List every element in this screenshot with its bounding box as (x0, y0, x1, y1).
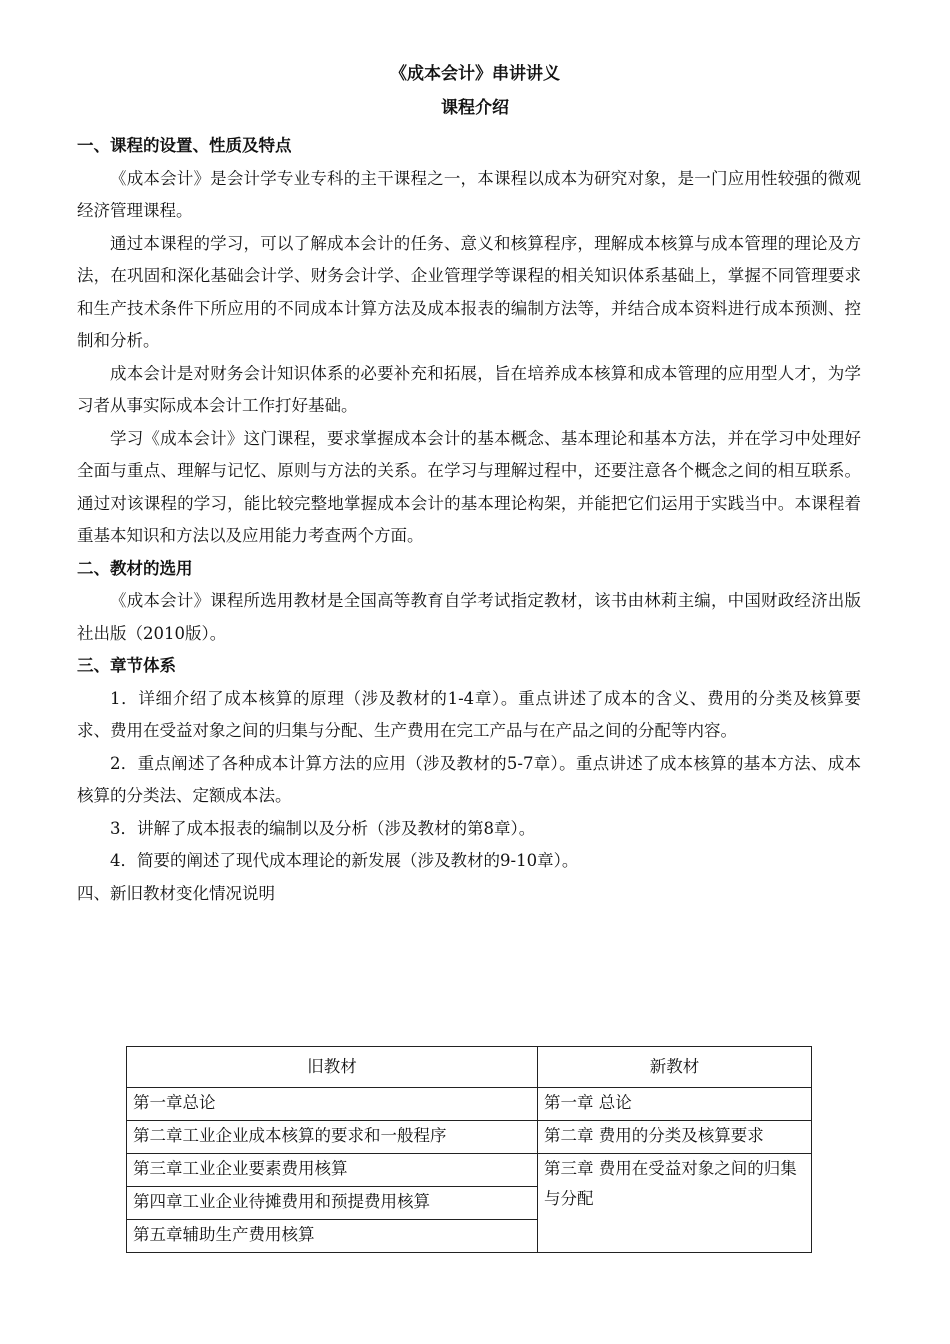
document-subtitle: 课程介绍 (441, 98, 509, 118)
list-item: 1．详细介绍了成本核算的原理（涉及教材的1-4章）。重点讲述了成本的含义、费用的分类及核算要求、费用在受益对象之间的归集与分配、生产费用在完工产品与在产品之间的分配等内容。 (77, 688, 861, 740)
list-item: 4．简要的阐述了现代成本理论的新发展（涉及教材的9-10章）。 (110, 851, 579, 870)
table-cell-new: 第三章 费用在受益对象之间的归集与分配 (538, 1154, 812, 1253)
column-header-new: 新教材 (538, 1047, 812, 1088)
paragraph: 《成本会计》课程所选用教材是全国高等教育自学考试指定教材，该书由林莉主编，中国财政经济出版社出版（2010版）。 (77, 591, 861, 643)
list-item: 2．重点阐述了各种成本计算方法的应用（涉及教材的5-7章）。重点讲述了成本核算的基本方法、成本核算的分类法、定额成本法。 (77, 753, 861, 805)
table-header-row (127, 1047, 812, 1088)
section-heading: 一、课程的设置、性质及特点 (77, 136, 292, 155)
section-heading: 二、教材的选用 (77, 558, 193, 578)
table-cell-old: 第三章工业企业要素费用核算 (127, 1154, 538, 1187)
table-cell-old: 第四章工业企业待摊费用和预提费用核算 (127, 1187, 538, 1220)
document-body (77, 130, 861, 910)
table-cell-old: 第一章总论 (127, 1088, 538, 1121)
document-title: 《成本会计》串讲讲义 (390, 64, 560, 84)
section-heading: 四、新旧教材变化情况说明 (77, 883, 275, 903)
table-row (127, 1088, 812, 1121)
table-row (127, 1121, 812, 1154)
table-row (127, 1154, 812, 1187)
textbook-comparison-table (126, 1046, 812, 1253)
table-cell-old: 第五章辅助生产费用核算 (127, 1220, 538, 1253)
paragraph: 《成本会计》是会计学专业专科的主干课程之一，本课程以成本为研究对象，是一门应用性较强的微观经济管理课程。 (77, 168, 861, 220)
table-cell-new: 第一章 总论 (538, 1088, 812, 1121)
section-heading: 三、章节体系 (77, 656, 176, 675)
list-item: 3．讲解了成本报表的编制以及分析（涉及教材的第8章）。 (110, 818, 536, 838)
paragraph: 通过本课程的学习，可以了解成本会计的任务、意义和核算程序，理解成本核算与成本管理的理论及方法，在巩固和深化基础会计学、财务会计学、企业管理学等课程的相关知识体系基础上，掌握不同管理要求和生产技术条件下所应用的不同成本计算方法及成本报表的编制方法等，并结合成本资料进行成本预测、控制和分析。 (77, 233, 861, 350)
column-header-old: 旧教材 (127, 1047, 538, 1088)
paragraph: 成本会计是对财务会计知识体系的必要补充和拓展，旨在培养成本核算和成本管理的应用型人才，为学习者从事实际成本会计工作打好基础。 (77, 363, 861, 415)
paragraph: 学习《成本会计》这门课程，要求掌握成本会计的基本概念、基本理论和基本方法，并在学习中处理好全面与重点、理解与记忆、原则与方法的关系。在学习与理解过程中，还要注意各个概念之间的相互联系。通过对该课程的学习，能比较完整地掌握成本会计的基本理论构架，并能把它们运用于实践当中。本课程着重基本知识和方法以及应用能力考查两个方面。 (77, 428, 861, 545)
table-cell-old: 第二章工业企业成本核算的要求和一般程序 (127, 1121, 538, 1154)
table-cell-new: 第二章 费用的分类及核算要求 (538, 1121, 812, 1154)
